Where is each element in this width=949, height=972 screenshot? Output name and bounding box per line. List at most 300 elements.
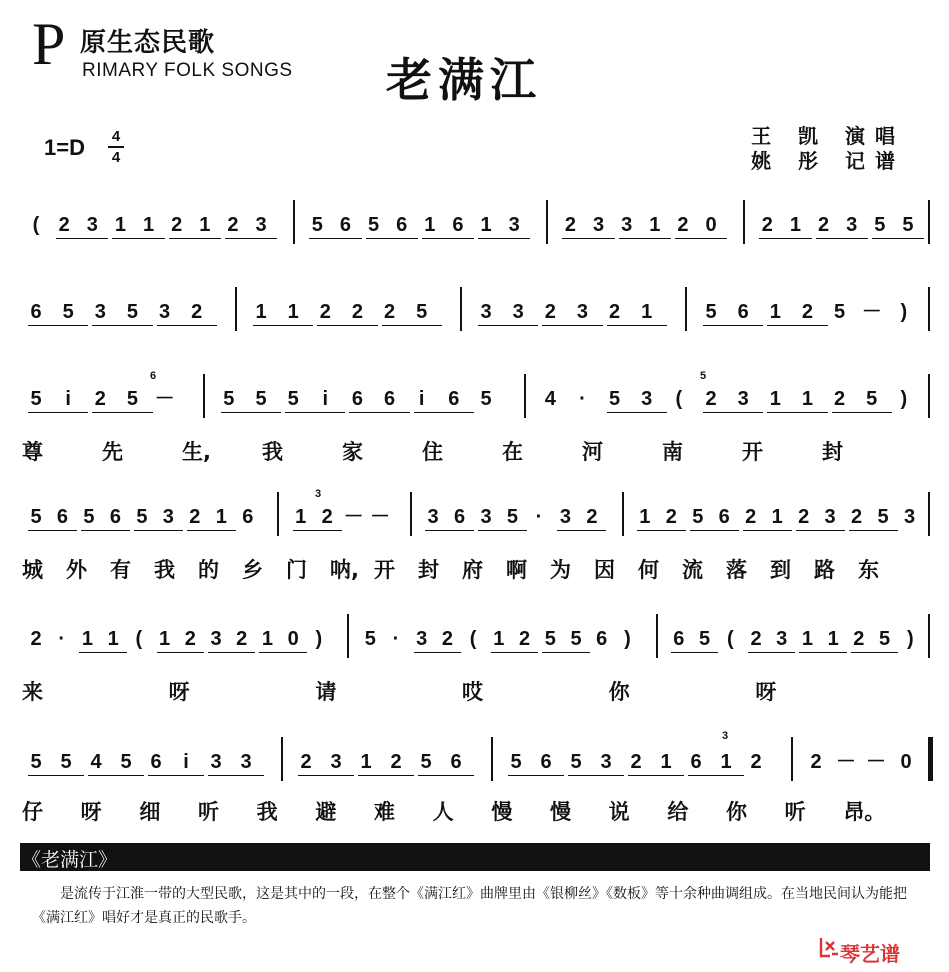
note: 1 [649, 214, 661, 236]
note: 2 [761, 214, 773, 236]
note: 6 [673, 628, 685, 650]
beam [298, 775, 354, 776]
lyric: 开 [374, 558, 395, 582]
beam [293, 530, 342, 531]
end-barline [928, 737, 933, 781]
lyric: 给 [667, 800, 689, 824]
barline [743, 200, 745, 244]
lyric: 何 [638, 558, 659, 582]
lyric: 我 [256, 800, 278, 824]
note: · [579, 388, 586, 410]
note: 6 [453, 506, 466, 528]
beam [748, 652, 795, 653]
lyric: 人 [432, 800, 454, 824]
logo-text: 琴艺谱 [840, 942, 900, 966]
beam [317, 325, 377, 326]
beam [208, 652, 255, 653]
beam [607, 325, 667, 326]
note: 2 [319, 301, 331, 323]
note: 4 [90, 751, 102, 773]
time-divider [108, 146, 124, 148]
note: 6 [30, 301, 42, 323]
lyric: 你 [726, 800, 747, 824]
note: 5 [902, 214, 914, 236]
note: 5 [136, 506, 148, 528]
barline [281, 737, 283, 781]
note: 6 [596, 628, 608, 650]
note: 2 [441, 628, 453, 650]
beam [849, 530, 898, 531]
note: 5 [877, 506, 889, 528]
note: 2 [171, 214, 183, 236]
lyric: 门 [286, 558, 307, 582]
grace-note: 3 [315, 488, 322, 500]
note: 3 [592, 214, 605, 236]
note: 5 [834, 301, 846, 323]
note: ) [900, 301, 908, 323]
note: 1 [255, 301, 267, 323]
note: 5 [126, 388, 138, 410]
note: 2 [390, 751, 402, 773]
score-row-4 [16, 490, 936, 538]
note: 5 [544, 628, 556, 650]
note: ) [624, 628, 631, 650]
beam [414, 412, 474, 413]
barline [460, 287, 462, 331]
beam [28, 325, 88, 326]
lyric: 细 [139, 800, 161, 824]
note: 5 [62, 301, 74, 323]
barline [347, 614, 349, 658]
beam [169, 238, 221, 239]
beam [703, 412, 763, 413]
note: 5 [364, 628, 376, 650]
note: i [418, 388, 425, 410]
note: － [343, 506, 364, 528]
note: 2 [564, 214, 576, 236]
beam [568, 775, 624, 776]
lyrics-row-6 [22, 796, 922, 824]
lyric: 呀 [755, 680, 777, 704]
note: 2 [853, 628, 865, 650]
note: 2 [801, 301, 813, 323]
lyric: 你 [608, 680, 630, 704]
lyric: 说 [608, 800, 630, 824]
lyric: 封 [418, 558, 439, 582]
lyric: 呀 [80, 800, 102, 824]
beam [259, 652, 306, 653]
note: 2 [300, 751, 312, 773]
beam [637, 530, 686, 531]
note: 3 [162, 506, 174, 528]
note: 3 [824, 506, 836, 528]
beam [478, 325, 538, 326]
beam [816, 238, 868, 239]
note: 5 [120, 751, 132, 773]
lyric: 有 [110, 558, 131, 582]
note: 5 [255, 388, 267, 410]
lyric: 开 [742, 440, 763, 464]
note: 6 [448, 388, 460, 410]
beam [759, 238, 811, 239]
lyric: 为 [550, 558, 571, 582]
note: 3 [416, 628, 428, 650]
note: 5 [223, 388, 235, 410]
note: 1 [801, 388, 813, 410]
end-barline [928, 200, 930, 244]
note: 3 [427, 506, 439, 528]
note: 3 [600, 751, 612, 773]
lyric: 听 [198, 800, 219, 824]
description: 是流传于江淮一带的大型民歌，这是其中的一段，在整个《满江红》曲牌里由《银柳丝》《数板》等十余种曲调组成。在当地民间认为能把《满江红》唱好才是真正的民歌手。 [32, 886, 907, 926]
lyric: 先 [102, 440, 123, 464]
note: 2 [30, 628, 42, 650]
note: 6 [540, 751, 552, 773]
score-row-5 [16, 612, 936, 660]
barline [524, 374, 526, 418]
note: 1 [769, 301, 781, 323]
note: 5 [416, 301, 428, 323]
beam [112, 238, 164, 239]
lyric: 到 [770, 558, 791, 582]
lyric: 落 [726, 558, 747, 582]
note: 5 [126, 301, 138, 323]
note: 4 [544, 388, 556, 410]
note: 1 [639, 506, 651, 528]
lyric: 哎 [462, 680, 483, 704]
note: 3 [641, 388, 653, 410]
beam [148, 775, 204, 776]
note: 3 [210, 628, 222, 650]
lyric: 请 [315, 680, 337, 704]
note: 1 [199, 214, 211, 236]
beam [562, 238, 614, 239]
barline [235, 287, 237, 331]
note: 5 [879, 628, 891, 650]
beam [542, 652, 589, 653]
beam [767, 412, 827, 413]
note: 5 [699, 628, 711, 650]
note: 2 [227, 214, 239, 236]
note: 2 [750, 628, 762, 650]
note: 5 [60, 751, 72, 773]
beam [418, 775, 474, 776]
beam [187, 530, 236, 531]
note: 1 [81, 628, 93, 650]
barline [546, 200, 548, 244]
beam [56, 238, 108, 239]
beam [28, 530, 77, 531]
note: 1 [142, 214, 155, 236]
time-bottom: 4 [111, 149, 121, 166]
beam [92, 325, 152, 326]
note: 5 [510, 751, 522, 773]
beam [508, 775, 564, 776]
lyric: 河 [582, 440, 603, 464]
note: 2 [745, 506, 757, 528]
lyric: 城 [22, 558, 43, 582]
note: 1 [295, 506, 307, 528]
note: 5 [367, 214, 380, 236]
score-row-1 [16, 198, 936, 246]
note: 2 [351, 301, 363, 323]
note: 1 [261, 628, 273, 650]
note: 3 [512, 301, 524, 323]
beam [542, 325, 602, 326]
note: ) [900, 388, 908, 410]
note: － [836, 751, 856, 773]
score-row-2 [16, 285, 936, 333]
beam [414, 652, 461, 653]
note: 1 [771, 506, 783, 528]
end-barline [928, 492, 930, 536]
beam [491, 652, 538, 653]
beam [349, 412, 409, 413]
note: － [861, 301, 882, 323]
lyric: 府 [462, 558, 483, 582]
beam [607, 412, 667, 413]
barline [622, 492, 624, 536]
note: 1 [107, 628, 119, 650]
grace-note: 3 [722, 730, 729, 742]
note: 2 [384, 301, 396, 323]
lyric: 昂。 [843, 800, 886, 824]
note: 3 [240, 751, 252, 773]
note: 5 [420, 751, 432, 773]
note: 2 [851, 506, 863, 528]
lyric: 仔 [22, 800, 43, 824]
note: 2 [750, 751, 762, 773]
note: 3 [576, 301, 588, 323]
note: 3 [330, 751, 342, 773]
beam [309, 238, 361, 239]
note: 3 [255, 214, 267, 236]
score-row-6 [16, 735, 936, 783]
note: 2 [665, 506, 677, 528]
lyric: 住 [422, 440, 443, 464]
key-signature: 1=D [44, 135, 85, 160]
beam [81, 530, 130, 531]
lyric: 来 [22, 680, 43, 704]
lyrics-row-3 [22, 436, 922, 464]
time-top: 4 [111, 128, 121, 145]
lyric: 封 [822, 440, 843, 464]
note: 6 [718, 506, 730, 528]
end-barline [928, 287, 930, 331]
beam [671, 652, 718, 653]
note: 2 [810, 751, 822, 773]
lyric: 的 [198, 558, 219, 582]
note: · [535, 506, 543, 528]
note: 5 [692, 506, 704, 528]
note: 6 [452, 214, 464, 236]
note: 2 [817, 214, 830, 236]
beam [253, 325, 313, 326]
beam [208, 775, 264, 776]
beam [628, 775, 684, 776]
beam [358, 775, 414, 776]
note: · [392, 628, 400, 650]
note: 5 [874, 214, 886, 236]
note: 2 [191, 301, 203, 323]
barline [277, 492, 279, 536]
grace-note: 5 [700, 370, 707, 382]
barline [491, 737, 493, 781]
note: 2 [630, 751, 642, 773]
section-bar [20, 843, 930, 871]
lyric: 呀 [168, 680, 190, 704]
lyric: 听 [784, 800, 806, 824]
lyric: 生, [182, 440, 211, 464]
note: 2 [236, 628, 248, 650]
note: 2 [58, 214, 70, 236]
note: 2 [94, 388, 106, 410]
lyric: 在 [502, 440, 523, 464]
note: 1 [641, 301, 653, 323]
note: － [866, 751, 886, 773]
logo-icon [818, 936, 840, 960]
beam [703, 325, 763, 326]
transcriber-credit: 姚 彤 记谱 [751, 149, 905, 173]
barline [791, 737, 793, 781]
beam [225, 238, 277, 239]
note: 2 [321, 506, 333, 528]
note: 2 [705, 388, 717, 410]
beam [157, 652, 204, 653]
beam [382, 325, 442, 326]
brand-english: RIMARY FOLK SONGS [82, 60, 293, 81]
time-signature [108, 128, 124, 166]
end-barline [928, 614, 930, 658]
beam [28, 412, 88, 413]
beam [221, 412, 281, 413]
note: 6 [339, 214, 351, 236]
note: 3 [737, 388, 749, 410]
lyric: 啊 [506, 558, 527, 582]
beam [366, 238, 418, 239]
note: 2 [189, 506, 201, 528]
note: 1 [789, 214, 801, 236]
lyric: 尊 [22, 440, 43, 464]
note: ( [469, 628, 477, 650]
note: 1 [424, 214, 436, 236]
note: 1 [480, 214, 492, 236]
singer-credit: 王 凯 演唱 [751, 124, 905, 148]
beam [422, 238, 474, 239]
note: i [65, 388, 71, 410]
note: ( [135, 628, 143, 650]
beam [872, 238, 924, 239]
note: 2 [609, 301, 621, 323]
note: 5 [866, 388, 878, 410]
note: 1 [769, 388, 781, 410]
beam [285, 412, 345, 413]
lyric: 家 [342, 440, 363, 464]
note: 5 [287, 388, 299, 410]
lyric: 路 [814, 558, 835, 582]
note: 5 [705, 301, 717, 323]
note: 1 [801, 628, 813, 650]
lyric: 东 [858, 558, 879, 582]
note: 3 [159, 301, 171, 323]
barline [203, 374, 205, 418]
note: 0 [900, 751, 912, 773]
note: 0 [287, 628, 299, 650]
note: － [370, 506, 391, 528]
note: 1 [114, 214, 126, 236]
note: 1 [493, 628, 505, 650]
note: 3 [846, 214, 858, 236]
barline [293, 200, 295, 244]
note: 5 [506, 506, 519, 528]
beam [743, 530, 792, 531]
note: 5 [570, 628, 582, 650]
note: 3 [94, 301, 106, 323]
note: 3 [86, 214, 98, 236]
note: i [322, 388, 329, 410]
note: 3 [210, 751, 222, 773]
lyrics-row-5 [22, 676, 922, 704]
beam [478, 238, 530, 239]
note: 2 [544, 301, 556, 323]
note: 5 [30, 388, 42, 410]
beam [134, 530, 183, 531]
note: 1 [720, 751, 732, 773]
note: 6 [737, 301, 749, 323]
note: 2 [798, 506, 810, 528]
note: 5 [311, 214, 323, 236]
lyric: 慢 [491, 800, 513, 824]
note: 2 [834, 388, 846, 410]
note: 1 [159, 628, 171, 650]
beam [79, 652, 126, 653]
note: ( [675, 388, 683, 410]
note: i [183, 751, 189, 773]
beam [157, 325, 217, 326]
lyric: 乡 [242, 558, 263, 582]
note: ) [315, 628, 323, 650]
note: 6 [242, 506, 254, 528]
note: 3 [480, 506, 492, 528]
note: 6 [384, 388, 396, 410]
note: 1 [660, 751, 672, 773]
note: 3 [508, 214, 520, 236]
beam [832, 412, 892, 413]
barline [410, 492, 412, 536]
beam [799, 652, 846, 653]
note: 2 [677, 214, 689, 236]
lyric: 因 [594, 558, 615, 582]
beam [557, 530, 606, 531]
beam [688, 775, 744, 776]
beam [675, 238, 727, 239]
beam [767, 325, 827, 326]
note: ( [726, 628, 734, 650]
note: 2 [519, 628, 531, 650]
note: － [154, 388, 175, 410]
section-title: 《老满江》 [22, 849, 118, 871]
note: 3 [621, 214, 633, 236]
beam [28, 775, 84, 776]
beam [690, 530, 739, 531]
note: 6 [450, 751, 462, 773]
note: ( [32, 214, 40, 236]
note: 5 [83, 506, 95, 528]
note: 2 [586, 506, 598, 528]
lyric: 避 [315, 800, 337, 824]
beam [796, 530, 845, 531]
note: 5 [480, 388, 492, 410]
